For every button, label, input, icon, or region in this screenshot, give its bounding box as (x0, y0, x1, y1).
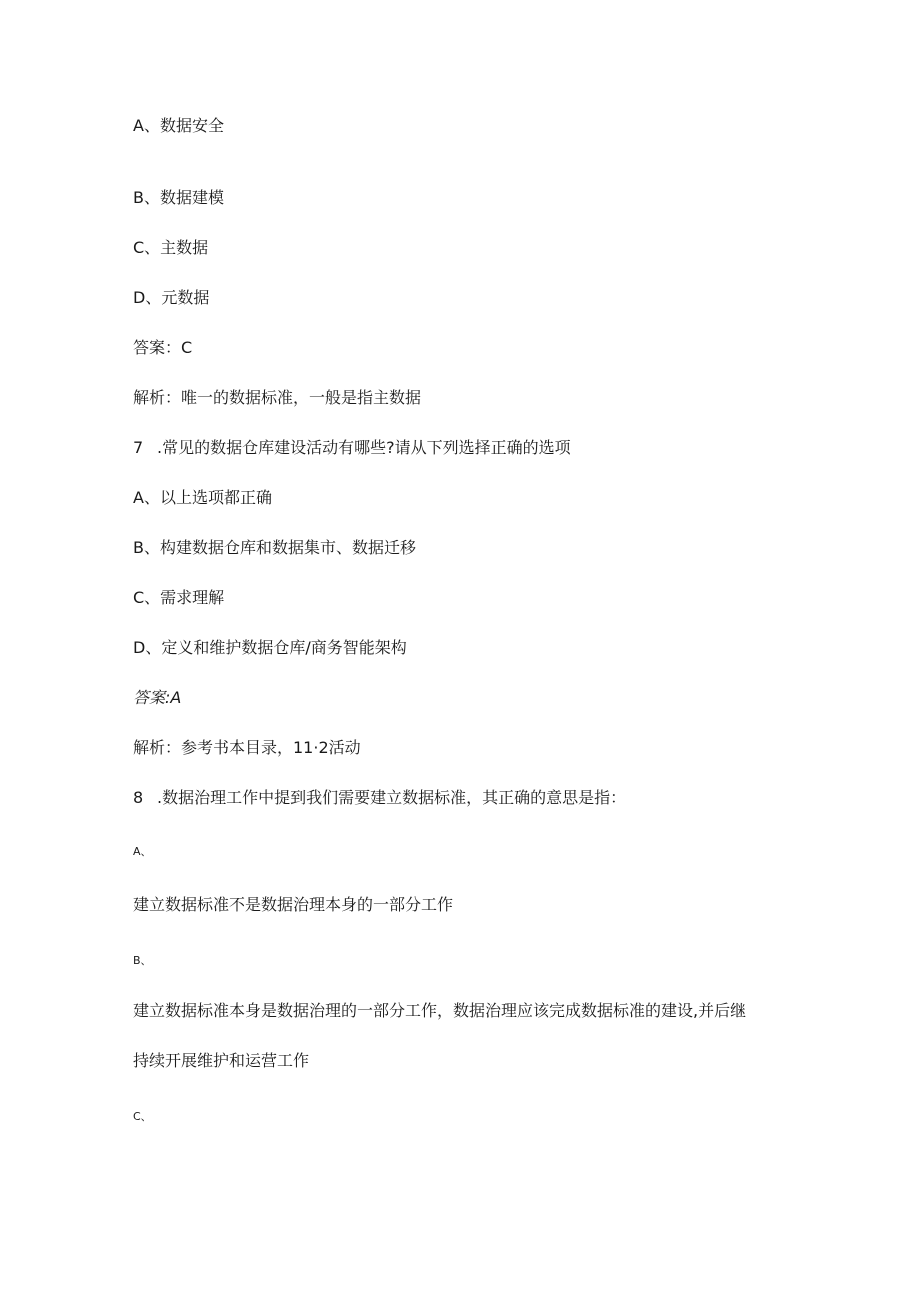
q8-question (133, 787, 626, 809)
q8-option-c-label: C、 (133, 1110, 152, 1123)
q7-option-c: C、需求理解 (133, 588, 225, 607)
q7-answer: 答案:A (133, 688, 182, 707)
q8-option-b-label: B、 (133, 954, 152, 967)
q7-question (133, 437, 571, 459)
q8-option-a-text: 建立数据标准不是数据治理本身的一部分工作 (133, 895, 454, 914)
q7-option-d: D、定义和维护数据仓库/商务智能架构 (133, 638, 407, 657)
q8-number: 8 (133, 788, 144, 807)
q8-option-a-label: A、 (133, 845, 152, 858)
q7-analysis: 解析：参考书本目录，11·2活动 (133, 738, 361, 757)
q8-option-b-text-line2: 持续开展维护和运营工作 (133, 1051, 310, 1070)
q7-option-a: A、以上选项都正确 (133, 488, 272, 507)
q6-analysis: 解析：唯一的数据标准，一般是指主数据 (133, 388, 422, 407)
q6-answer: 答案：C (133, 338, 193, 357)
q6-option-b: B、数据建模 (133, 188, 224, 207)
q7-stem: .常见的数据仓库建设活动有哪些?请从下列选择正确的选项 (157, 438, 571, 457)
q6-option-c: C、主数据 (133, 238, 209, 257)
q8-option-b-text-line1: 建立数据标准本身是数据治理的一部分工作，数据治理应该完成数据标准的建设,并后继 (133, 1001, 747, 1020)
q7-option-b: B、构建数据仓库和数据集市、数据迁移 (133, 538, 416, 557)
q7-number: 7 (133, 438, 144, 457)
q8-stem: .数据治理工作中提到我们需要建立数据标准，其正确的意思是指： (157, 788, 627, 807)
q6-option-d: D、元数据 (133, 288, 210, 307)
q6-option-a: A、数据安全 (133, 116, 224, 135)
